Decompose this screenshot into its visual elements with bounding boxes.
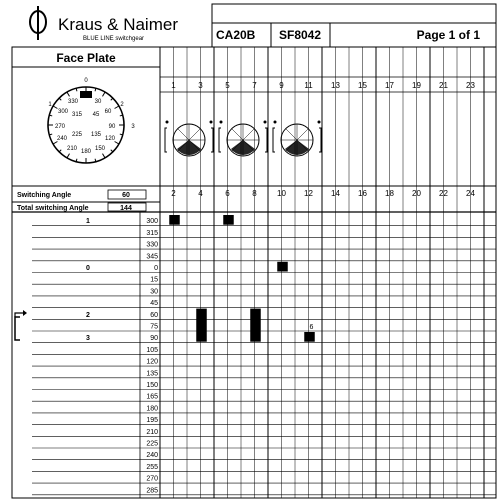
row-angle-label: 315 bbox=[146, 229, 158, 237]
row-angle-label: 240 bbox=[146, 452, 158, 460]
row-angle-label: 270 bbox=[146, 475, 158, 483]
dial-angle-330: 330 bbox=[67, 99, 79, 105]
column-number-bottom: 8 bbox=[252, 189, 257, 198]
column-number-top: 17 bbox=[385, 81, 394, 90]
row-position-label: 1 bbox=[86, 218, 90, 226]
row-angle-label: 195 bbox=[146, 417, 158, 425]
face-plate-dial bbox=[48, 78, 135, 163]
column-number-top: 15 bbox=[358, 81, 367, 90]
row-position-label: 2 bbox=[86, 311, 90, 319]
dial-angle-210: 210 bbox=[66, 146, 78, 152]
column-number-top: 11 bbox=[304, 81, 313, 90]
dial-angle-300: 300 bbox=[57, 109, 69, 115]
dial-angle-120: 120 bbox=[104, 136, 116, 142]
column-number-bottom: 14 bbox=[331, 189, 340, 198]
column-number-bottom: 6 bbox=[225, 189, 230, 198]
dial-angle-315: 315 bbox=[71, 112, 83, 118]
logo-tagline: BLUE LINE switchgear bbox=[83, 36, 145, 42]
column-number-top: 1 bbox=[171, 81, 176, 90]
row-angle-label: 105 bbox=[146, 346, 158, 354]
model-code: CA20B bbox=[216, 28, 256, 42]
contact-closed-bar bbox=[277, 262, 288, 272]
contact-closed-bar bbox=[169, 215, 180, 225]
column-number-top: 5 bbox=[225, 81, 230, 90]
dial-angle-45: 45 bbox=[92, 112, 100, 118]
drawing-number: SF8042 bbox=[279, 28, 322, 42]
dial-pointer-marker bbox=[80, 91, 92, 98]
dial-angle-225: 225 bbox=[71, 132, 83, 138]
row-angle-label: 30 bbox=[150, 288, 158, 296]
column-number-bottom: 4 bbox=[198, 189, 203, 198]
column-number-top: 9 bbox=[279, 81, 284, 90]
total-angle-value: 144 bbox=[120, 205, 132, 212]
contact-closed-bar bbox=[223, 215, 234, 225]
dial-pos-3: 3 bbox=[131, 124, 135, 130]
row-angle-label: 15 bbox=[150, 276, 158, 284]
column-number-top: 21 bbox=[439, 81, 448, 90]
dial-angle-240: 240 bbox=[56, 136, 68, 142]
row-angle-label: 75 bbox=[150, 323, 158, 331]
row-angle-label: 255 bbox=[146, 463, 158, 471]
dial-pos-1: 1 bbox=[48, 102, 52, 108]
contact-closed-bar bbox=[250, 309, 261, 342]
row-position-label: 0 bbox=[86, 265, 90, 272]
column-number-bottom: 22 bbox=[439, 189, 448, 198]
current-position-bracket bbox=[15, 310, 27, 340]
dial-angle-270: 270 bbox=[54, 124, 66, 130]
contact-annotation: 6 bbox=[309, 324, 314, 331]
dial-angle-180: 180 bbox=[80, 149, 92, 155]
page-indicator: Page 1 of 1 bbox=[416, 28, 480, 42]
row-angle-label: 120 bbox=[146, 358, 158, 366]
dial-angle-90: 90 bbox=[108, 124, 116, 130]
row-angle-label: 300 bbox=[146, 218, 158, 226]
dial-angle-30: 30 bbox=[94, 99, 102, 105]
face-plate-title: Face Plate bbox=[56, 51, 116, 65]
logo bbox=[30, 6, 178, 42]
column-number-bottom: 20 bbox=[412, 189, 421, 198]
contact-closed-bar bbox=[196, 309, 207, 342]
row-angle-label: 60 bbox=[150, 311, 158, 319]
dial-pos-0: 0 bbox=[84, 78, 88, 84]
total-angle-label: Total switching Angle bbox=[17, 205, 89, 212]
row-angle-label: 135 bbox=[146, 370, 158, 378]
dial-angle-150: 150 bbox=[94, 146, 106, 152]
row-angle-label: 285 bbox=[146, 487, 158, 495]
column-number-bottom: 10 bbox=[277, 189, 286, 198]
row-angle-label: 210 bbox=[146, 428, 158, 436]
column-number-top: 19 bbox=[412, 81, 421, 90]
row-angle-label: 345 bbox=[146, 253, 158, 261]
row-angle-label: 225 bbox=[146, 440, 158, 448]
column-number-top: 3 bbox=[198, 81, 203, 90]
row-angle-label: 150 bbox=[146, 382, 158, 389]
column-number-top: 13 bbox=[331, 81, 340, 90]
dial-angle-135: 135 bbox=[90, 132, 102, 138]
row-position-label: 3 bbox=[86, 335, 90, 343]
column-number-top: 23 bbox=[466, 81, 475, 90]
column-number-top: 7 bbox=[252, 81, 257, 90]
column-number-bottom: 2 bbox=[171, 189, 176, 198]
cam-contact-diagram bbox=[165, 121, 321, 157]
column-number-bottom: 18 bbox=[385, 189, 394, 198]
contact-closed-bar bbox=[304, 332, 315, 342]
row-angle-label: 165 bbox=[146, 393, 158, 401]
column-number-bottom: 12 bbox=[304, 189, 313, 198]
column-number-bottom: 16 bbox=[358, 189, 367, 198]
dial-angle-60: 60 bbox=[104, 109, 112, 115]
row-angle-label: 0 bbox=[154, 265, 158, 272]
row-angle-label: 180 bbox=[146, 405, 158, 413]
row-angle-label: 330 bbox=[146, 241, 158, 249]
logo-brand: Kraus & Naimer bbox=[58, 15, 178, 34]
column-number-bottom: 24 bbox=[466, 189, 475, 198]
row-angle-label: 45 bbox=[150, 300, 158, 308]
switching-angle-value: 60 bbox=[122, 192, 130, 199]
switching-angle-label: Switching Angle bbox=[17, 192, 72, 199]
row-angle-label: 90 bbox=[150, 335, 158, 343]
dial-pos-2: 2 bbox=[120, 102, 124, 108]
